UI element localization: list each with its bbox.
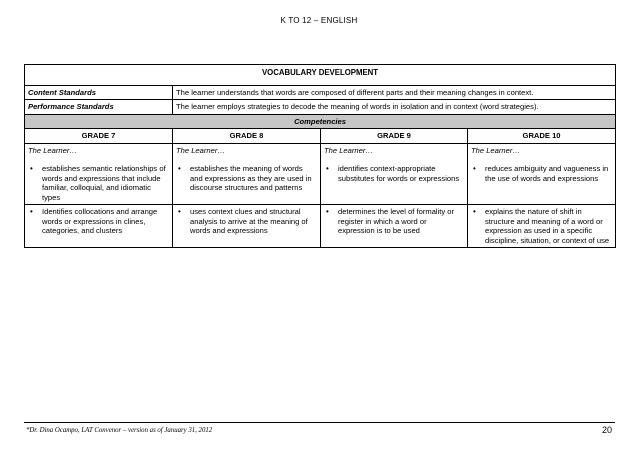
grade-7-heading: GRADE 7 [25,129,173,143]
learner-intro: The Learner… [324,145,373,155]
grade-9-heading: GRADE 9 [321,129,468,143]
learner-intro: The Learner… [176,145,225,155]
grade-7-cell-2 [25,205,173,248]
competency-item: • reduces ambiguity and vagueness in the use of words and expressions [471,164,612,183]
competency-item: • identifies context-appropriate substitutes for words or expressions [324,164,464,183]
competency-item: • determines the level of formality or register in which a word or expression is to be used [324,207,464,235]
grade-10-heading: GRADE 10 [468,129,616,143]
curriculum-table [24,64,616,248]
learner-intro: The Learner… [471,145,520,155]
competency-item: • uses context clues and structural analysis to arrive at the meaning of words and expressions [176,207,317,235]
page-number: 20 [601,425,612,435]
grade-8-cell-2 [173,205,321,248]
performance-standards-text: The learner employs strategies to decode the meaning of words in isolation and in context (word strategies). [173,100,616,114]
competency-item: • establishes semantic relationships of words and expressions that include familiar, colloquial, and idiomatic types [28,164,169,202]
content-standards-text: The learner understands that words are composed of different parts and their meaning changes in context. [173,85,616,99]
grade-8-heading: GRADE 8 [173,129,321,143]
competency-item: • establishes the meaning of words and expressions as they are used in discourse structures and patterns [176,164,317,192]
footer-note: *Dr. Dina Ocampo, LAT Convenor – version as of January 31, 2012 [26,427,213,434]
performance-standards-label: Performance Standards [25,100,173,114]
competency-item: • explains the nature of shift in structure and meaning of a word or expression as used in a specific discipline, situation, or context of use [471,207,612,245]
competency-item: • Identifies collocations and arrange words or expressions in clines, categories, and clusters [28,207,169,235]
grade-10-cell-2 [468,205,616,248]
grade-7-cell-1 [25,143,173,204]
competencies-label: Competencies [25,114,616,128]
footer-divider [24,422,615,423]
grade-9-cell-1 [321,143,468,204]
page-header: K TO 12 – ENGLISH [280,16,358,25]
grade-9-cell-2 [321,205,468,248]
content-standards-label: Content Standards [25,85,173,99]
grade-10-cell-1 [468,143,616,204]
grade-8-cell-1 [173,143,321,204]
learner-intro: The Learner… [28,145,77,155]
table-title: VOCABULARY DEVELOPMENT [25,65,616,86]
